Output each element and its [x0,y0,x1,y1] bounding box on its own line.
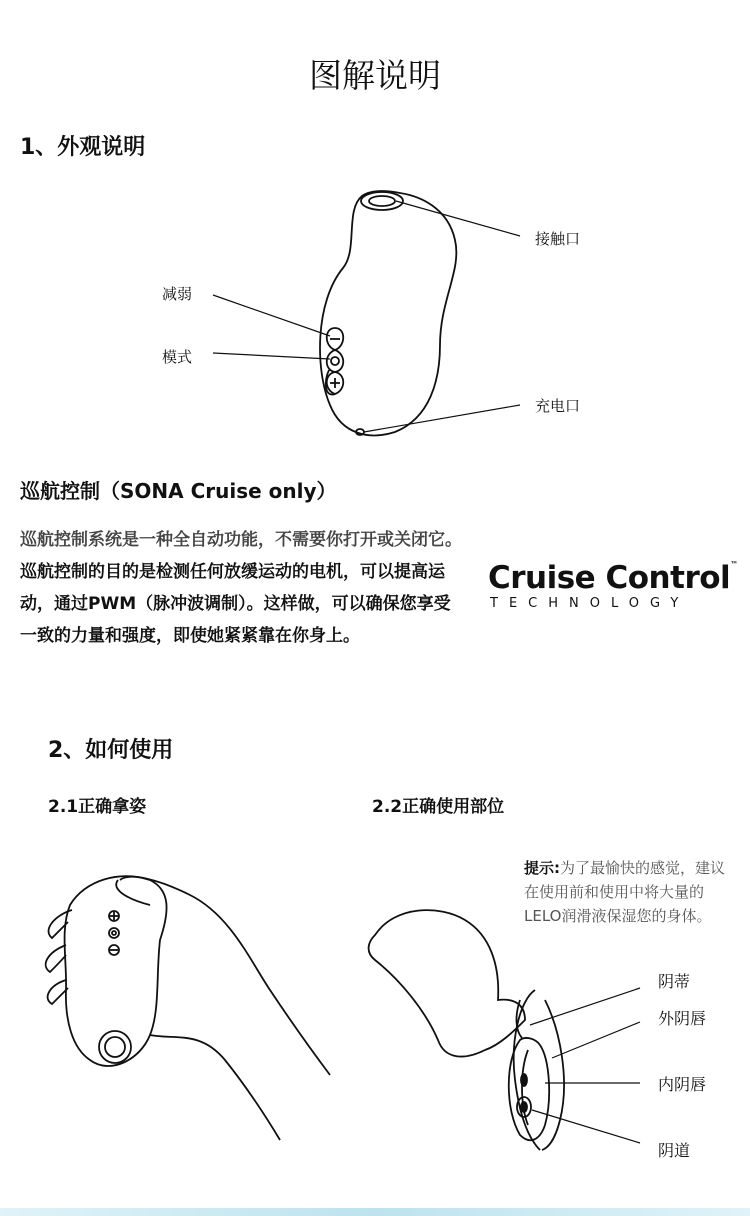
leader-decrease [213,295,330,336]
label-vagina: 阴道 [658,1141,691,1160]
tip-text [524,856,739,928]
label-charge-port: 充电口 [535,397,581,415]
leader-charge [364,405,520,432]
logo-technology: TECHNOLOGY [490,596,690,611]
cruise-desc-part2: 巡航控制的目的是检测任何放缓运动的电机，可以提高运动，通过PWM（脉冲波调制）。这样做，可以确保您享受一致的力量和强度，即使她紧紧靠在你身上。 [20,562,451,646]
hand-illustration [46,876,330,1140]
label-decrease: 减弱 [162,285,193,303]
cruise-heading: 巡航控制（SONA Cruise only） [20,479,337,503]
leader-mode [213,353,330,359]
section1-heading: 1、外观说明 [20,135,146,160]
leader-clitoris [530,988,640,1025]
leader-vagina [532,1110,640,1143]
device-outline [320,191,456,435]
tip-label: 提示: [524,859,560,877]
contact-port-inner [369,196,395,206]
page-title: 图解说明 [309,56,441,95]
anatomy-illustration [369,910,564,1150]
cruise-description [20,524,465,652]
bottom-bar [0,1208,750,1216]
cruise-desc-part1: 巡航控制系统是一种全自动功能，不需要你打开或关闭它。 [20,530,462,550]
label-labia-majora: 外阴唇 [658,1009,707,1028]
tip-body: 为了最愉快的感觉，建议在使用前和使用中将大量的LELO润滑液保湿您的身体。 [524,859,726,925]
subheading-grip: 2.1正确拿姿 [48,797,147,817]
label-contact-port: 接触口 [535,230,581,248]
label-clitoris: 阴蒂 [658,972,691,991]
control-buttons [326,328,343,395]
label-labia-minora: 内阴唇 [658,1075,707,1094]
leader-labia-majora [552,1022,640,1058]
label-mode: 模式 [162,348,193,366]
logo-main-text: Cruise Control [488,560,731,596]
section2-heading: 2、如何使用 [48,738,174,763]
leader-contact [396,201,520,236]
subheading-position: 2.2正确使用部位 [372,797,505,817]
cruise-control-logo [488,560,738,596]
logo-tm: ™ [730,560,738,569]
